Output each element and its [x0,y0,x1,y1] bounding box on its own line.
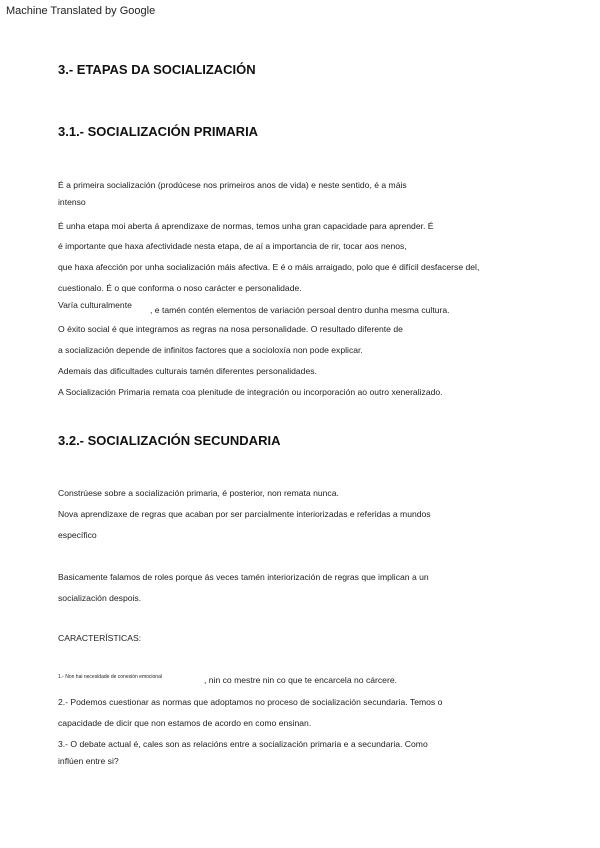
paragraph-line: Constrúese sobre a socialización primaria, é posterior, non remata nunca. [58,488,339,498]
paragraph-line: , e tamén contén elementos de variación persoal dentro dunha mesma cultura. [150,305,450,315]
paragraph-line: a socialización depende de infinitos factores que a socioloxía non pode explicar. [58,345,363,355]
paragraph-line: é importante que haxa afectividade nesta etapa, de aí a importancia de rir, tocar aos nenos, [58,241,407,251]
paragraph-line: específico [58,530,97,540]
list-item-3: 3.- O debate actual é, cales son as relacións entre a socialización primaria e a secundaria. Como [58,739,428,749]
paragraph-line: que haxa afección por unha socialización máis afectiva. E é o máis arraigado, polo que é difícil desfacerse del, [58,262,480,272]
paragraph-line: Varía culturalmente [58,300,132,310]
paragraph-line: O éxito social é que integramos as regras na nosa personalidade. O resultado diferente de [58,324,403,334]
paragraph-line: Ademais das dificultades culturais tamén diferentes personalidades. [58,366,317,376]
heading-secondary-socialization: 3.2.- SOCIALIZACIÓN SECUNDARIA [58,433,281,448]
list-item-2: 2.- Podemos cuestionar as normas que adoptamos no proceso de socialización secundaria. Temos o [58,697,443,707]
list-item-1-small: 1.- Non hai necesidade de conexión emocional [58,674,162,680]
paragraph-line: intenso [58,197,86,207]
paragraph-line: Nova aprendizaxe de regras que acaban por ser parcialmente interiorizadas e referidas a mundos [58,509,431,519]
list-item-1: , nin co mestre nin co que te encarcela no cárcere. [204,675,397,685]
paragraph-line: socialización despois. [58,593,142,603]
paragraph-line: É unha etapa moi aberta á aprendizaxe de normas, temos unha gran capacidade para aprender. É [58,221,434,231]
paragraph-line: A Socialización Primaria remata coa plenitude de integración ou incorporación ao outro xeneralizado. [58,387,443,397]
paragraph-line: cuestionalo. É o que conforma o noso carácter e personalidade. [58,283,302,293]
paragraph-line: inflúen entre si? [58,756,119,766]
heading-primary-socialization: 3.1.- SOCIALIZACIÓN PRIMARIA [58,124,259,139]
heading-stages: 3.- ETAPAS DA SOCIALIZACIÓN [58,62,256,77]
characteristics-label: CARACTERÍSTICAS: [58,633,142,643]
paragraph-line: capacidade de dicir que non estamos de acordo en como ensinan. [58,718,312,728]
paragraph-line: Basicamente falamos de roles porque ás veces tamén interiorización de regras que implican a un [58,572,429,582]
translation-banner: Machine Translated by Google [6,5,156,17]
paragraph-line: É a primeira socialización (prodúcese nos primeiros anos de vida) e neste sentido, é a máis [58,180,407,190]
